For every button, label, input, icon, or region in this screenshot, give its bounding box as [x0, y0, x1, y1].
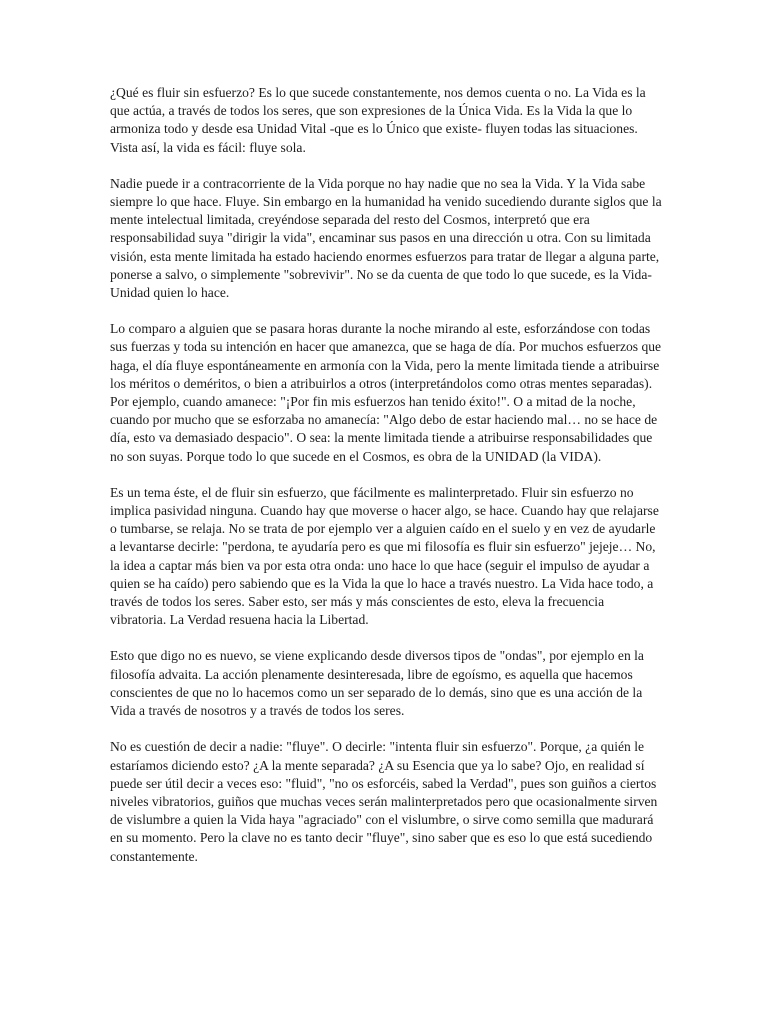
paragraph-4: Es un tema éste, el de fluir sin esfuerzo, que fácilmente es malinterpretado. Fluir sin esfuerzo no implica pasividad ninguna. Cuando hay que moverse o hacer algo, se hace. Cuando hay que relajarse o tumbarse, se relaja. No se trata de por ejemplo ver a alguien caído en el suelo y en vez de ayudarle a levantarse decirle: "perdona, te ayudaría pero es que mi filosofía es fluir sin esfuerzo" jejeje… No, la idea a captar más bien va por esta otra onda: uno hace lo que hace (seguir el impulso de ayudar a quien se ha caído) pero sabiendo que es la Vida la que lo hace a través nuestro. La Vida hace todo, a través de todos los seres. Saber esto, ser más y más conscientes de esto, eleva la frecuencia vibratoria. La Verdad resuena hacia la Libertad.	[110, 484, 659, 628]
paragraph-3: Lo comparo a alguien que se pasara horas durante la noche mirando al este, esforzándose con todas sus fuerzas y toda su intención en hacer que amanezca, que se haga de día. Por muchos esfuerzos que haga, el día fluye espontáneamente en armonía con la Vida, pero la mente limitada tiende a atribuirse los méritos o deméritos, o bien a atribuirlos a otros (interpretándolos como otras mentes separadas). Por ejemplo, cuando amanece: "¡Por fin mis esfuerzos han tenido éxito!". O a mitad de la noche, cuando por mucho que se esforzaba no amanecía: "Algo debo de estar haciendo mal… no se hace de día, esto va demasiado despacio". O sea: la mente limitada tiende a atribuirse responsabilidades que no son suyas. Porque todo lo que sucede en el Cosmos, es obra de la UNIDAD (la VIDA).	[110, 321, 662, 464]
paragraph-2: Nadie puede ir a contracorriente de la Vida porque no hay nadie que no sea la Vida. Y la Vida sabe siempre lo que hace. Fluye. Sin embargo en la humanidad ha venido sucediendo durante siglos que la mente intelectual limitada, creyéndose separada del resto del Cosmos, interpretó que era responsabilidad suya "dirigir la vida", encaminar sus pasos en una dirección u otra. Con su limitada visión, esta mente limitada ha estado haciendo enormes esfuerzos para tratar de llegar a alguna parte, ponerse a salvo, o simplemente "sobrevivir". No se da cuenta de que todo lo que sucede, es la Vida-Unidad quien lo hace.	[110, 175, 662, 301]
document-page	[110, 84, 662, 884]
paragraph-6: No es cuestión de decir a nadie: "fluye". O decirle: "intenta fluir sin esfuerzo". Porque, ¿a quién le estaríamos diciendo esto? ¿A la mente separada? ¿A su Esencia que ya lo sabe? Ojo, en realidad sí puede ser útil decir a veces eso: "fluid", "no os esforcéis, sabed la Verdad", pues son guiños a ciertos niveles vibratorios, guiños que muchas veces serán malinterpretados pero que ocasionalmente sirven de vislumbre a quien la Vida haya "agraciado" con el vislumbre, o sirve como semilla que madurará en su momento. Pero la clave no es tanto decir "fluye", sino saber que es eso lo que está sucediendo constantemente.	[110, 739, 658, 864]
paragraph-1: ¿Qué es fluir sin esfuerzo? Es lo que sucede constantemente, nos demos cuenta o no. La Vida es la que actúa, a través de todos los seres, que son expresiones de la Única Vida. Es la Vida la que lo armoniza todo y desde esa Unidad Vital -que es lo Único que existe- fluyen todas las situaciones. Vista así, la vida es fácil: fluye sola.	[110, 85, 646, 155]
paragraph-5: Esto que digo no es nuevo, se viene explicando desde diversos tipos de "ondas", por ejemplo en la filosofía advaita. La acción plenamente desinteresada, libre de egoísmo, es aquella que hacemos conscientes de que no lo hacemos como un ser separado de lo demás, sino que es una acción de la Vida a través de nosotros y a través de todos los seres.	[110, 648, 644, 719]
